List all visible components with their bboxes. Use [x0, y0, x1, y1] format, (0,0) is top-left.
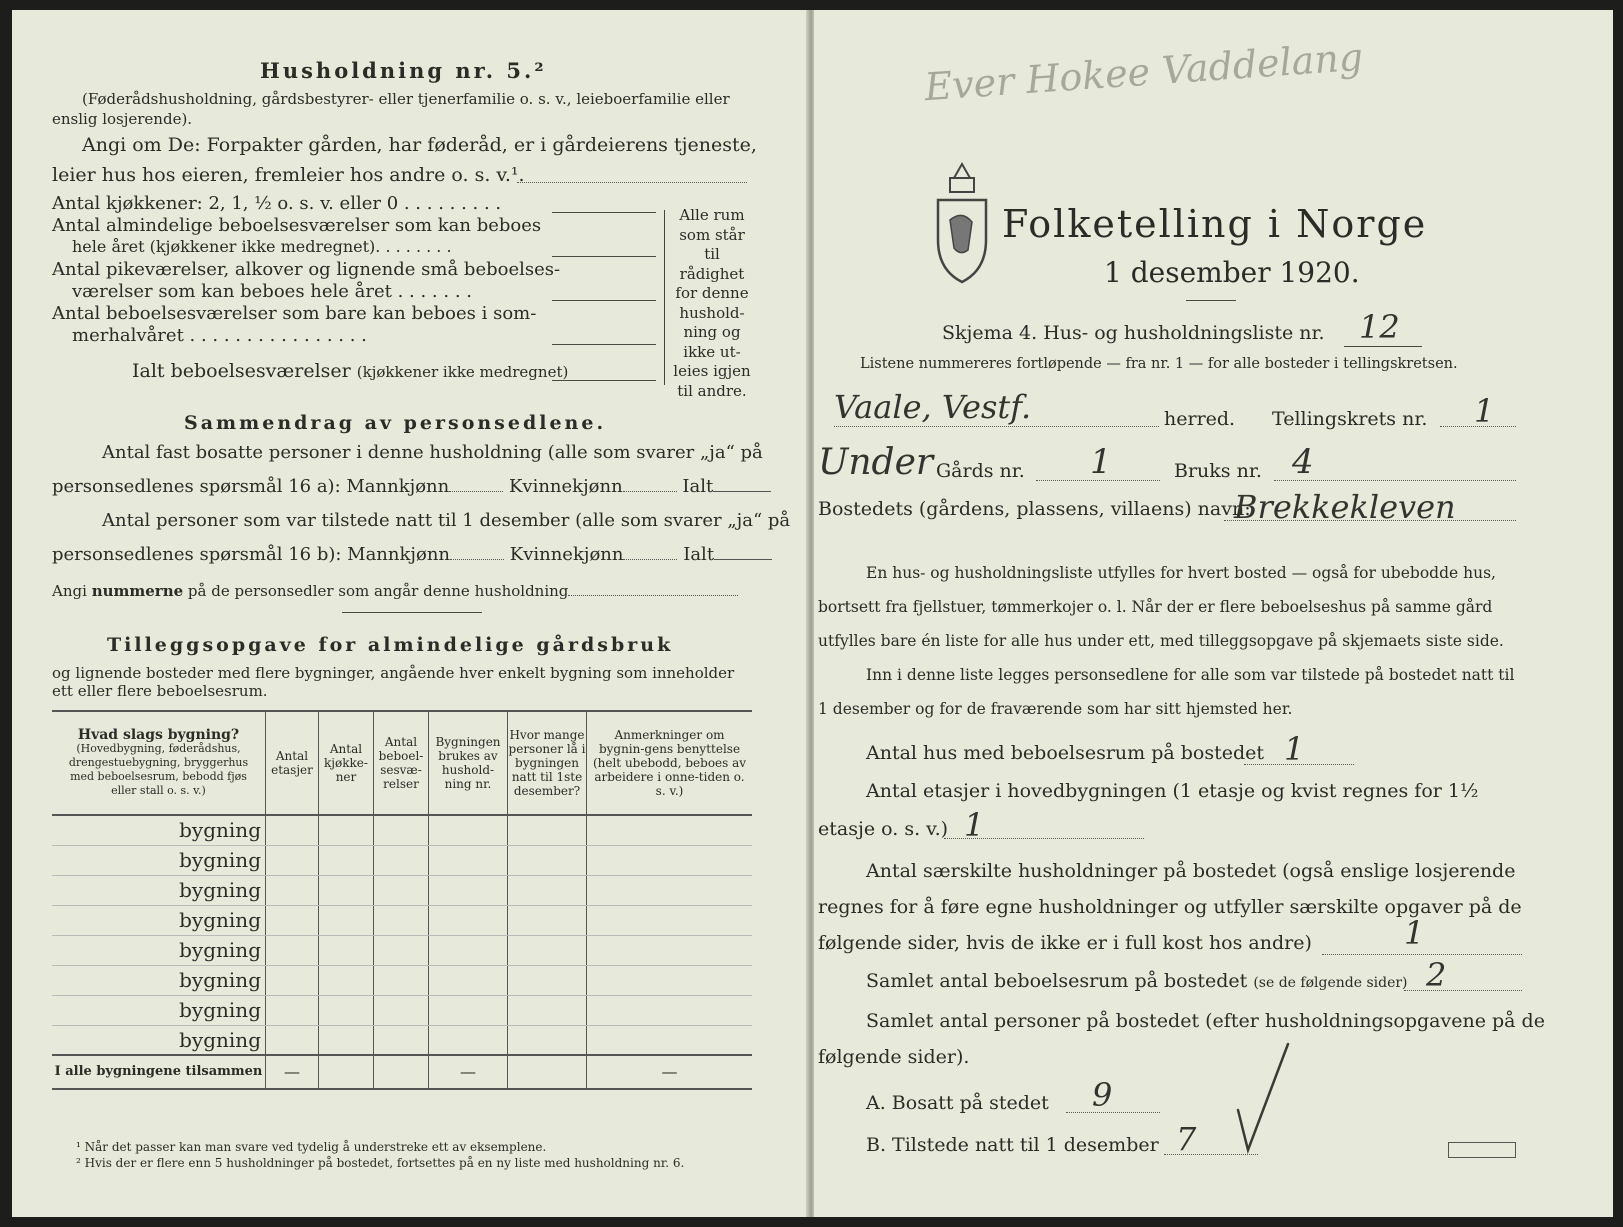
bygning-label: bygning: [52, 965, 266, 995]
table-row: [52, 995, 752, 1025]
table-row: [52, 875, 752, 905]
left-page: [12, 10, 810, 1217]
title-divider: [1186, 300, 1236, 301]
bruks-label: Bruks nr.: [1174, 460, 1262, 482]
q-hush-line-3: følgende sider, hvis de ikke er i full kost hos andre): [818, 932, 1312, 954]
herred-label: herred.: [1164, 408, 1236, 430]
para1-line-2: bortsett fra fjellstuer, tømmerkojer o. l. Når der er flere beboelseshus på samme gård: [818, 598, 1493, 616]
para1-line-1: En hus- og husholdningsliste utfylles for hvert bosted — også for ubebodde hus,: [866, 564, 1496, 582]
q-rum-answer-line: [1404, 990, 1522, 991]
bosted-label: Bostedets (gårdens, plassens, villaens) navn:: [818, 498, 1251, 520]
summer-rooms-answer-line: [552, 344, 656, 345]
b-tilstede-value: 7: [1176, 1120, 1197, 1158]
bosted-value: Brekkekleven: [1234, 488, 1456, 526]
tellingskrets-label: Tellingskrets nr.: [1272, 408, 1428, 430]
q-hush-line-2: regnes for å føre egne husholdninger og utfyller særskilte opgaver på de: [818, 896, 1522, 918]
para2-line-1: Inn i denne liste legges personsedlene for alle som var tilstede på bostedet natt til: [866, 666, 1515, 684]
q-etasjer-value: 1: [964, 806, 985, 844]
tillegg-text-1: og lignende bosteder med flere bygninger, angående hver enkelt bygning som inneholder: [52, 664, 735, 682]
ialt-rooms-answer-line: [552, 380, 656, 381]
bygning-label: bygning: [52, 845, 266, 875]
header-anmerkninger: Anmerkninger om bygnin-gens benyttelse (helt ubebodd, beboes av arbeidere i onne-tiden o. s. v.): [587, 711, 753, 815]
a-bosatt-value: 9: [1092, 1076, 1113, 1114]
q-hush-line-1: Antal særskilte husholdninger på bostedet (også enslige losjerende: [866, 860, 1516, 882]
q-rum-value: 2: [1426, 956, 1447, 994]
table-row: [52, 815, 752, 845]
table-total-row: [52, 1055, 752, 1089]
angi-line-2: leier hus hos eieren, fremleier hos andre o. s. v.¹.: [52, 164, 525, 186]
intro-line-1: (Føderådshusholdning, gårdsbestyrer- eller tjenerfamilie o. s. v., leieboerfamilie eller: [82, 90, 730, 108]
table-row: [52, 845, 752, 875]
listene-note: Listene nummereres fortløpende — fra nr. 1 — for alle bosteder i tellingskretsen.: [860, 356, 1458, 372]
summary-line-3: Antal personer som var tilstede natt til 1 desember (alle som svarer „ja“ på: [102, 510, 791, 531]
household-title: Husholdning nr. 5.²: [260, 58, 547, 83]
building-table: [52, 710, 752, 1090]
bygning-label: bygning: [52, 935, 266, 965]
angi-nummerne-line: Angi nummerne på de personsedler som angår denne husholdning: [52, 582, 738, 600]
header-building-type: Hvad slags bygning? (Hovedbygning, føderådshus, drengestuebygning, bryggerhus med beboelsesrum, bebodd fjøs eller stall o. s. v.): [52, 711, 266, 815]
side-note: Alle rum som står til rådighet for denne hushold- ning og ikke ut- leies igjen til andre.: [673, 206, 751, 400]
total-anmerkninger-dash: —: [587, 1055, 753, 1089]
summary-title: Sammendrag av personsedlene.: [184, 412, 607, 434]
summary-line-4: personsedlenes spørsmål 16 b): Mannkjønn Kvinnekjønn Ialt: [52, 544, 772, 565]
q-etasjer-line-1: Antal etasjer i hovedbygningen (1 etasje og kvist regnes for 1½: [866, 780, 1479, 802]
right-page: [814, 10, 1613, 1217]
angi-answer-line: [517, 182, 747, 183]
form-title: Folketelling i Norge: [1002, 202, 1428, 246]
footnote-1: ¹ Når det passer kan man svare ved tydelig å understreke ett av eksemplene.: [76, 1140, 547, 1154]
q-hush-value: 1: [1404, 914, 1425, 952]
q-pers-line-2: følgende sider).: [818, 1046, 970, 1068]
header-vaerelser: Antal beboel-sesvæ-relser: [374, 711, 429, 815]
side-note-bracket: [664, 210, 665, 385]
bygning-label: bygning: [52, 875, 266, 905]
tillegg-text-2: ett eller flere beboelsesrum.: [52, 682, 268, 700]
summary-line-1: Antal fast bosatte personer i denne husholdning (alle som svarer „ja“ på: [102, 442, 763, 463]
rooms-line-4: Antal pikeværelser, alkover og lignende små beboelses-: [52, 259, 561, 280]
q-hush-answer-line: [1322, 954, 1522, 955]
table-row: [52, 935, 752, 965]
gards-label: Gårds nr.: [936, 460, 1025, 482]
header-personer: Hvor mange personer lå i bygningen natt til 1ste desember?: [508, 711, 587, 815]
skjema-nr-value: 12: [1359, 308, 1400, 346]
total-row-label: I alle bygningene tilsammen: [52, 1055, 266, 1089]
table-row: [52, 1025, 752, 1055]
bygning-label: bygning: [52, 1025, 266, 1055]
q-hus-label: Antal hus med beboelsesrum på bostedet: [866, 742, 1265, 764]
q-pers-line-1: Samlet antal personer på bostedet (efter husholdningsopgavene på de: [866, 1010, 1545, 1032]
q-rum-label: Samlet antal beboelsesrum på bostedet (se de følgende sider): [866, 970, 1408, 992]
rooms-line-3: hele året (kjøkkener ikke medregnet). . . . . . . .: [72, 237, 452, 256]
para1-line-3: utfylles bare én liste for alle hus under ett, med tilleggsopgave på skjemaets siste side.: [818, 632, 1504, 650]
gards-value: 1: [1090, 442, 1112, 482]
rooms-line-1: Antal kjøkkener: 2, 1, ½ o. s. v. eller 0 . . . . . . . . .: [52, 193, 502, 214]
footnote-2: ² Hvis der er flere enn 5 husholdninger på bostedet, fortsettes på en ny liste med husholdning nr. 6.: [76, 1156, 685, 1170]
table-row: [52, 905, 752, 935]
table-row: [52, 965, 752, 995]
under-value: Under: [818, 442, 934, 483]
bygning-label: bygning: [52, 905, 266, 935]
total-husholdning-dash: —: [429, 1055, 508, 1089]
header-etasjer: Antal etasjer: [266, 711, 319, 815]
herred-value: Vaale, Vestf.: [834, 388, 1032, 426]
herred-line: [834, 426, 1159, 427]
bygning-label: bygning: [52, 995, 266, 1025]
q-etasjer-line-2: etasje o. s. v.): [818, 818, 949, 840]
a-bosatt-line: [1066, 1112, 1160, 1113]
section-divider: [342, 612, 482, 613]
rooms-line-2: Antal almindelige beboelsesværelser som kan beboes: [52, 215, 542, 236]
a-bosatt-label: A. Bosatt på stedet: [866, 1092, 1049, 1114]
rooms-line-6: Antal beboelsesværelser som bare kan beboes i som-: [52, 303, 537, 324]
rooms-line-5: værelser som kan beboes hele året . . . . . . .: [72, 281, 472, 302]
header-husholdning-nr: Bygningen brukes av hushold-ning nr.: [429, 711, 508, 815]
intro-line-2: enslig losjerende).: [52, 110, 193, 128]
rooms-line-7: merhalvåret . . . . . . . . . . . . . . . .: [72, 325, 367, 346]
printer-stamp: [1448, 1142, 1516, 1158]
checkmark-icon: [1218, 1040, 1298, 1160]
skjema-line: Skjema 4. Hus- og husholdningsliste nr.: [942, 322, 1325, 344]
form-date: 1 desember 1920.: [1104, 256, 1360, 289]
skjema-nr-line: [1344, 346, 1422, 347]
building-table-header: [52, 711, 752, 815]
tellingskrets-value: 1: [1474, 392, 1495, 430]
q-hus-value: 1: [1284, 730, 1305, 768]
bruks-value: 4: [1292, 442, 1314, 482]
ordinary-rooms-answer-line: [552, 256, 656, 257]
handwritten-header: Ever Hokee Vaddelang: [923, 34, 1365, 110]
header-kjokkener: Antal kjøkke-ner: [319, 711, 374, 815]
kitchens-answer-line: [552, 212, 656, 213]
total-etasjer-dash: —: [266, 1055, 319, 1089]
ialt-rooms-label: Ialt beboelsesværelser (kjøkkener ikke medregnet): [132, 360, 569, 382]
small-rooms-answer-line: [552, 300, 656, 301]
para2-line-2: 1 desember og for de fraværende som har sitt hjemsted her.: [818, 700, 1293, 718]
b-tilstede-label: B. Tilstede natt til 1 desember: [866, 1134, 1159, 1156]
summary-line-2: personsedlenes spørsmål 16 a): Mannkjønn Kvinnekjønn Ialt: [52, 476, 771, 497]
tillegg-title: Tilleggsopgave for almindelige gårdsbruk: [107, 634, 674, 656]
bygning-label: bygning: [52, 815, 266, 845]
coat-of-arms-icon: [932, 160, 992, 290]
angi-line-1: Angi om De: Forpakter gården, har føderåd, er i gårdeierens tjeneste,: [82, 134, 757, 156]
